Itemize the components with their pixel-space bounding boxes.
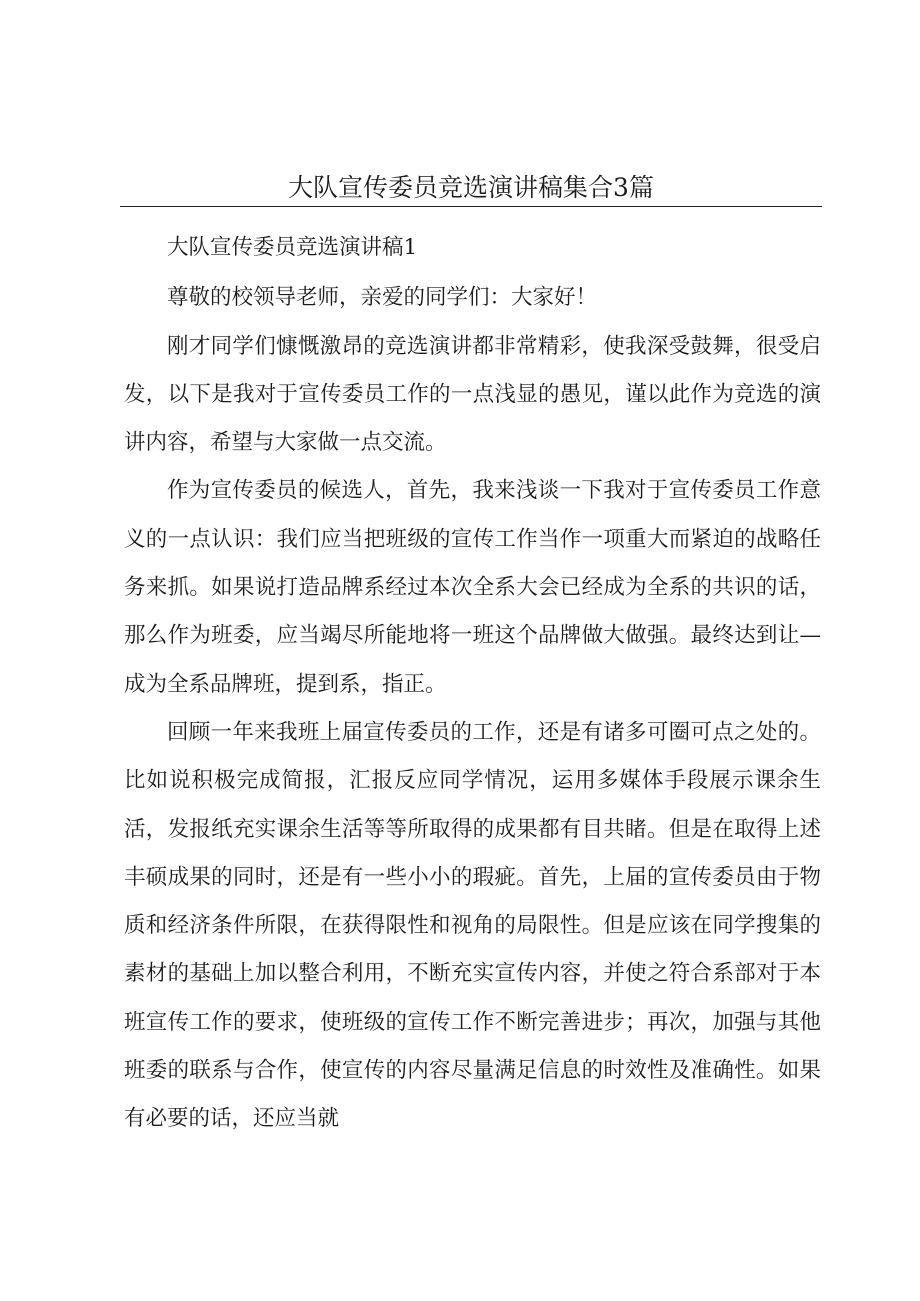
paragraph-significance: 作为宣传委员的候选人，首先，我来浅谈一下我对于宣传委员工作意义的一点认识：我们应当把班级的宣传工作当作一项重大而紧迫的战略任务来抓。如果说打造品牌系经过本次全系大会已经成为全系的共识的话，那么作为班委，应当竭尽所能地将一班这个品牌做大做强。最终达到让—成为全系品牌班，提到系，指正。 — [124, 478, 821, 697]
paragraph-intro: 刚才同学们慷慨激昂的竞选演讲都非常精彩，使我深受鼓舞，很受启发，以下是我对于宣传委员工作的一点浅显的愚见，谨以此作为竞选的演讲内容，希望与大家做一点交流。 — [124, 333, 821, 456]
speech-subtitle: 大队宣传委员竞选演讲稿1 — [167, 235, 418, 260]
title-underline — [120, 206, 822, 207]
document-body — [124, 224, 821, 1144]
document-title: 大队宣传委员竞选演讲稿集合3篇 — [288, 173, 654, 202]
paragraph-greeting: 尊敬的校领导老师，亲爱的同学们：大家好！ — [167, 285, 598, 311]
paragraph-review: 回顾一年来我班上届宣传委员的工作，还是有诸多可圈可点之处的。比如说积极完成简报，汇报反应同学情况，运用多媒体手段展示课余生活，发报纸充实课余生活等等所取得的成果都有目共睹。但是在取得上述丰硕成果的同时，还是有一些小小的瑕疵。首先，上届的宣传委员由于物质和经济条件所限，在获得限性和视角的局限性。但是应该在同学搜集的素材的基础上加以整合利用，不断充实宣传内容，并使之符合系部对于本班宣传工作的要求，使班级的宣传工作不断完善进步；再次，加强与其他班委的联系与合作，使宣传的内容尽量满足信息的时效性及准确性。如果有必要的话，还应当就 — [124, 719, 821, 1132]
